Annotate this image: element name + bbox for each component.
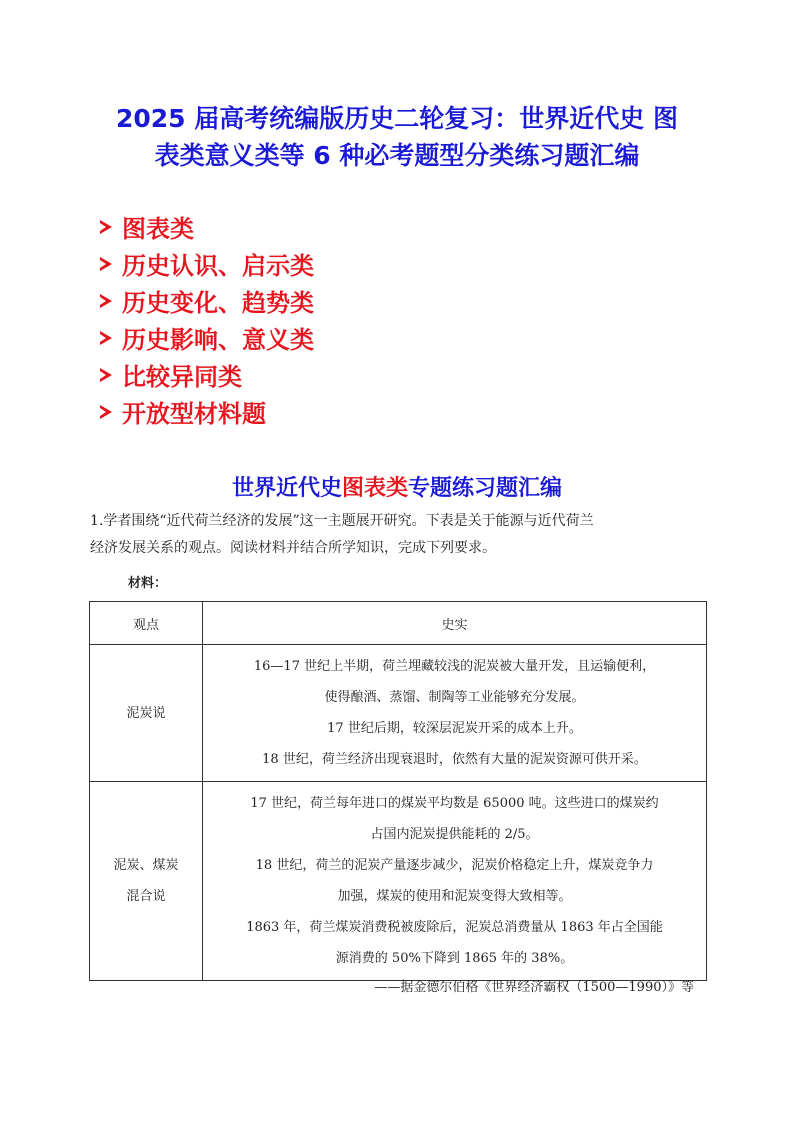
fact-line: 17 世纪，荷兰每年进口的煤炭平均数是 65000 吨。这些进口的煤炭约	[250, 796, 659, 811]
fact-line: 加强，煤炭的使用和泥炭变得大致相等。	[337, 889, 572, 904]
topic-label: 历史认识、启示类	[122, 252, 314, 280]
facts-cell	[203, 782, 707, 981]
section-title	[86, 472, 708, 506]
fact-line: 18 世纪，荷兰经济出现衰退时，依然有大量的泥炭资源可供开采。	[262, 752, 647, 767]
table-header-row	[90, 602, 707, 645]
topic-list	[100, 208, 314, 430]
fact-line: 16—17 世纪上半期，荷兰埋藏较浅的泥炭被大量开发，且运输便利，	[253, 659, 656, 674]
document-title-line1: 2025 届高考统编版历史二轮复习：世界近代史 图	[116, 104, 678, 133]
viewpoint-line: 混合说	[126, 889, 166, 904]
fact-line: 源消费的 50%下降到 1865 年的 38%。	[335, 951, 574, 966]
table-row	[90, 782, 707, 981]
arrow-bullet-icon	[100, 405, 112, 419]
fact-line: 18 世纪，荷兰的泥炭产量逐步减少，泥炭价格稳定上升，煤炭竞争力	[255, 858, 654, 873]
topic-item	[100, 282, 314, 319]
document-title	[86, 100, 708, 174]
section-title-prefix: 世界近代史	[231, 476, 342, 501]
fact-line: 17 世纪后期，较深层泥炭开采的成本上升。	[327, 721, 582, 736]
header-viewpoint: 观点	[90, 602, 203, 645]
topic-label: 历史影响、意义类	[122, 326, 314, 354]
topic-label: 比较异同类	[122, 363, 242, 391]
section-title-suffix: 专题练习题汇编	[408, 476, 563, 501]
topic-label: 图表类	[122, 215, 194, 243]
document-title-line2: 表类意义类等 6 种必考题型分类练习题汇编	[154, 141, 640, 170]
topic-item	[100, 393, 314, 430]
question-text	[90, 508, 706, 562]
topic-item	[100, 208, 314, 245]
question-line2: 经济发展关系的观点。阅读材料并结合所学知识，完成下列要求。	[90, 540, 496, 556]
facts-cell	[203, 645, 707, 782]
arrow-bullet-icon	[100, 220, 112, 234]
viewpoint-cell: 泥炭说	[90, 645, 203, 782]
fact-line: 占国内泥炭提供能耗的 2/5。	[370, 827, 539, 842]
arrow-bullet-icon	[100, 257, 112, 271]
viewpoint-line: 泥炭、煤炭	[113, 858, 179, 873]
topic-label: 历史变化、趋势类	[122, 289, 314, 317]
viewpoint-cell	[90, 782, 203, 981]
arrow-bullet-icon	[100, 368, 112, 382]
arrow-bullet-icon	[100, 294, 112, 308]
topic-item	[100, 356, 314, 393]
header-facts: 史实	[203, 602, 707, 645]
arrow-bullet-icon	[100, 331, 112, 345]
viewpoint-table	[89, 601, 707, 981]
topic-label: 开放型材料题	[122, 400, 266, 428]
question-line1: 1.学者围绕“近代荷兰经济的发展”这一主题展开研究。下表是关于能源与近代荷兰	[90, 513, 594, 529]
table-row	[90, 645, 707, 782]
topic-item	[100, 245, 314, 282]
source-citation: ——据金德尔伯格《世界经济霸权（1500—1990）》等	[374, 980, 694, 995]
fact-line: 1863 年，荷兰煤炭消费税被废除后，泥炭总消费量从 1863 年占全国能	[246, 920, 663, 935]
section-title-highlight: 图表类	[341, 476, 408, 501]
topic-item	[100, 319, 314, 356]
material-label: 材料：	[128, 576, 168, 591]
fact-line: 使得酿酒、蒸馏、制陶等工业能够充分发展。	[324, 690, 585, 705]
